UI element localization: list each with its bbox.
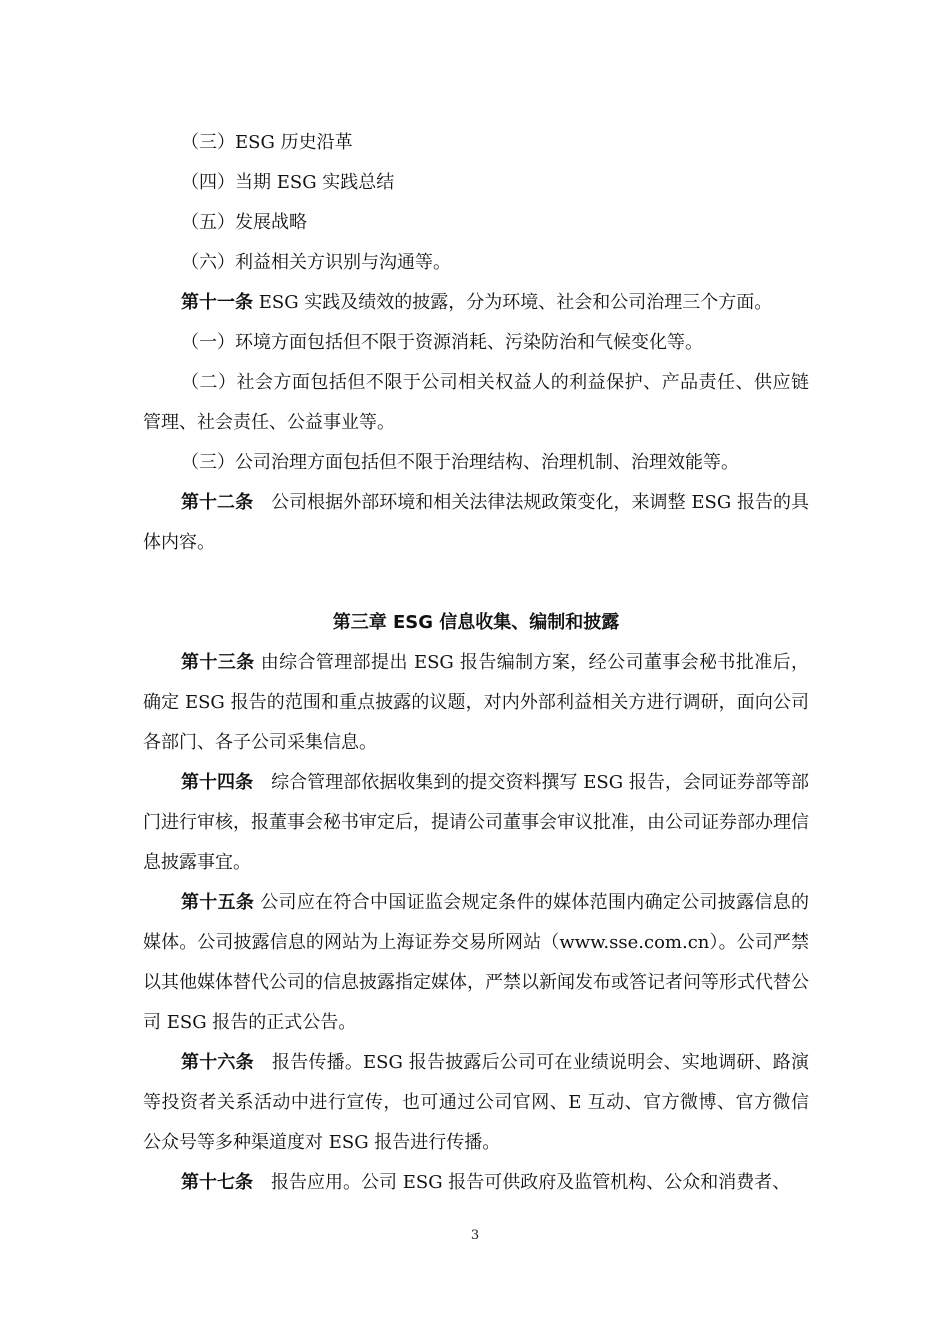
list-item: （三）公司治理方面包括但不限于治理结构、治理机制、治理效能等。	[181, 452, 739, 473]
article-label: 第十三条	[181, 652, 255, 673]
spacer	[143, 563, 809, 603]
article-text: 报告应用。公司 ESG 报告可供政府及监管机构、公众和消费者、	[253, 1172, 791, 1193]
article-text: 公司应在符合中国证监会规定条件的媒体范围内确定公司披露信息的媒体。公司披露信息的网站为上海证券交易所网站（www.sse.com.cn）。公司严禁以其他媒体替代公司的信息披露指定媒体，严禁以新闻发布或答记者问等形式代替公司 ESG 报告的正式公告。	[143, 892, 810, 1033]
article-11	[143, 283, 809, 323]
list-item: （一）环境方面包括但不限于资源消耗、污染防治和气候变化等。	[181, 332, 703, 353]
article-text: 由综合管理部提出 ESG 报告编制方案，经公司董事会秘书批准后，确定 ESG 报告的范围和重点披露的议题，对内外部利益相关方进行调研，面向公司各部门、各子公司采集信息。	[143, 652, 810, 753]
article-text: 报告传播。ESG 报告披露后公司可在业绩说明会、实地调研、路演等投资者关系活动中进行宣传，也可通过公司官网、E 互动、官方微博、官方微信公众号等多种渠道度对 ESG 报告进行传播。	[143, 1052, 809, 1153]
article-13	[143, 643, 809, 763]
list-item: （四）当期 ESG 实践总结	[181, 172, 395, 193]
list-item: （二）社会方面包括但不限于公司相关权益人的利益保护、产品责任、供应链管理、社会责任、公益事业等。	[143, 372, 809, 433]
article-label: 第十二条	[181, 492, 254, 513]
article-text: 公司根据外部环境和相关法律法规政策变化，来调整 ESG 报告的具体内容。	[143, 492, 810, 553]
article-12	[143, 483, 809, 563]
list-item: （三）ESG 历史沿革	[181, 132, 353, 153]
article-label: 第十一条	[181, 292, 253, 313]
article-14	[143, 763, 809, 883]
article-15	[143, 883, 809, 1043]
chapter-heading: 第三章 ESG 信息收集、编制和披露	[332, 612, 620, 633]
article-label: 第十六条	[181, 1052, 254, 1073]
article-label: 第十四条	[181, 772, 254, 793]
list-item: （五）发展战略	[181, 212, 307, 233]
list-item: （六）利益相关方识别与沟通等。	[181, 252, 451, 273]
article-17	[143, 1163, 809, 1203]
page-body	[143, 123, 809, 1203]
article-label: 第十七条	[181, 1172, 253, 1193]
article-16	[143, 1043, 809, 1163]
article-text: ESG 实践及绩效的披露，分为环境、社会和公司治理三个方面。	[253, 292, 773, 313]
article-text: 综合管理部依据收集到的提交资料撰写 ESG 报告，会同证券部等部门进行审核，报董事会秘书审定后，提请公司董事会审议批准，由公司证券部办理信息披露事宜。	[143, 772, 810, 873]
page-number: 3	[470, 1228, 480, 1243]
article-label: 第十五条	[181, 892, 255, 913]
